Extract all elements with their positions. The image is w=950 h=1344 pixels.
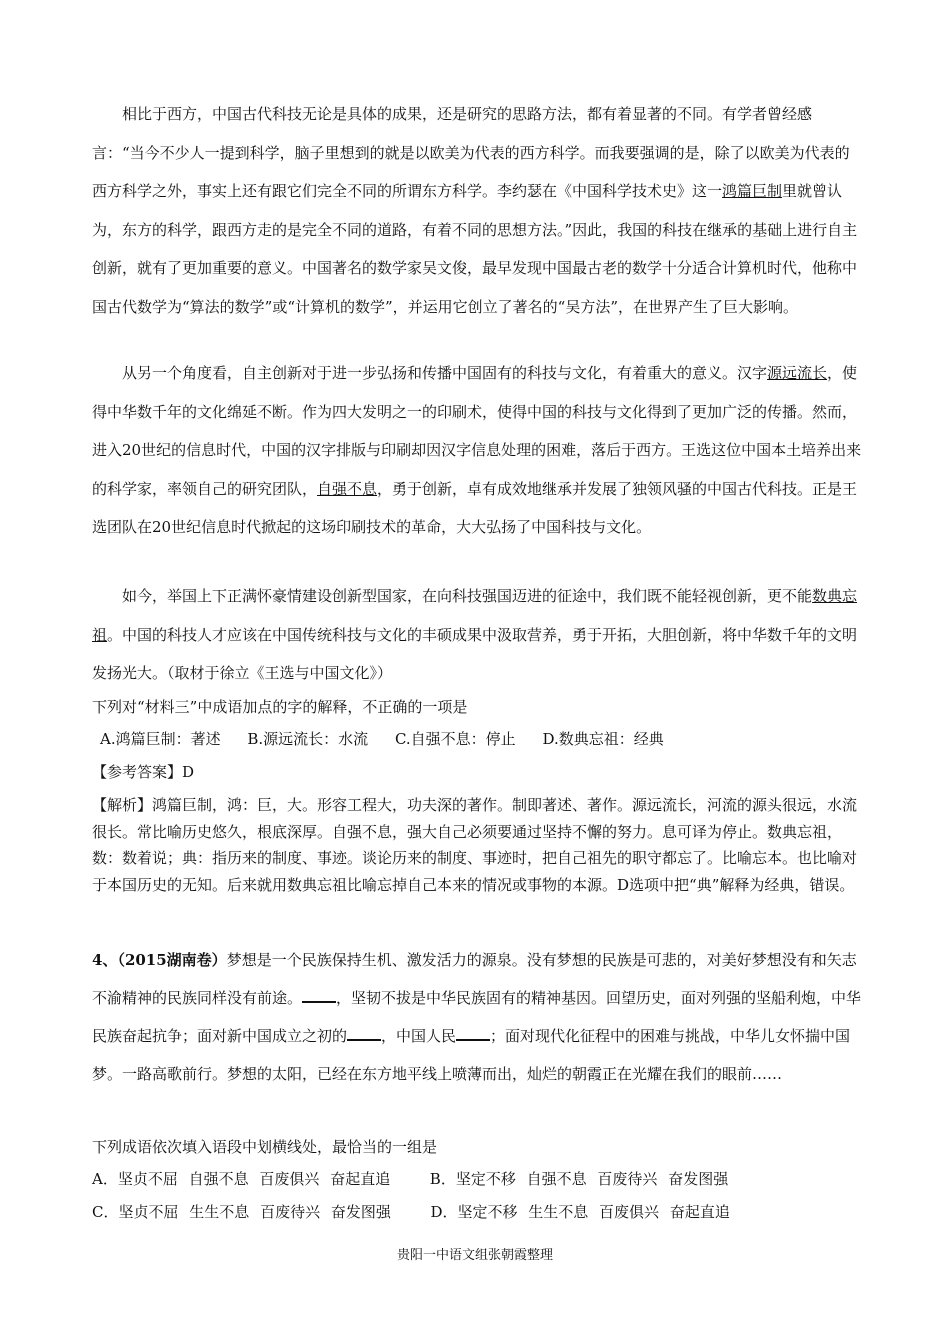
option-c-label: C．坚贞不屈 [92,1203,179,1221]
option-d-idiom: 百废俱兴 [599,1203,660,1221]
option-b: B.源远流长：水流 [247,730,369,748]
underlined-idiom: 源远流长 [767,364,828,382]
option-c-idiom: 生生不息 [189,1203,250,1221]
option-c-idiom: 奋发图强 [330,1203,391,1221]
question-3-stem: 下列对“材料三”中成语加点的字的解释，不正确的一项是 [92,698,468,716]
option-a-idiom: 自强不息 [188,1170,249,1188]
underlined-idiom: 自强不息 [317,479,378,498]
option-d-idiom: 生生不息 [528,1203,589,1221]
option-a-idiom: 奋起直追 [330,1170,391,1188]
answer-analysis: 【解析】鸿篇巨制，鸿：巨，大。形容工程大，功夫深的著作。制即著述、著作。源远流长，河流的源头很远，水流很长。常比喻历史悠久，根底深厚。自强不息，强大自己必须要通过坚持不懈的努力。息可译为停止。数典忘祖，数：数着说；典：指历来的制度、事迹。谈论历来的制度、事迹时，把自己祖先的职守都忘了。比喻忘本。也比喻对于本国历史的无知。后来就用数典忘祖比喻忘掉自己本来的情况或事物的本源。D选项中把“典”解释为经典，错误。 [92,796,858,894]
paragraph-text: ，使得中华数千年的文化绵延不断。作为四大发明之一的印刷术，使得中国的科技与文化得到了更加广泛的传播。然而，进入20世纪的信息时代，中国的汉字排版与印刷却因汉字信息处理的困难，落后于西方。王选这位中国本土培养出来的科学家，率领自己的研究团队， [92,364,862,498]
question-3-options [100,724,870,754]
option-a-label: A．坚贞不屈 [92,1170,178,1188]
passage-text: ，坚韧不拔是中华民族固有的精神基因。回望历史，面对列强的坚船利炮，中华民族奋起抗争；面对新中国成立之初的 [92,989,862,1045]
question-4-options-row-1 [92,1164,734,1194]
option-d-label: D．坚定不移 [430,1203,518,1221]
option-b-idiom: 自强不息 [526,1170,587,1188]
underlined-idiom: 数典忘祖 [92,587,858,644]
option-a: A.鸿篇巨制：著述 [100,730,221,748]
option-b-idiom: 百废待兴 [597,1170,658,1188]
question-number: 4、 [92,951,118,969]
paragraph-text: 。中国的科技人才应该在中国传统科技与文化的丰硕成果中汲取营养，勇于开拓，大胆创新，将中华数千年的文明发扬光大。（取材于徐立《王选与中国文化》） [92,625,858,683]
blank-line [347,1025,381,1041]
question-source: （2015湖南卷） [117,951,227,969]
option-b-idiom: 奋发图强 [668,1170,729,1188]
option-c-idiom: 百废待兴 [260,1203,321,1221]
underlined-idiom: 鸿篇巨制 [722,182,783,201]
question-4-passage [92,941,862,1093]
paragraph-text: 里就曾认为，东方的科学，跟西方走的是完全不同的道路，有着不同的思想方法。”因此，我国的科技在继承的基础上进行自主创新，就有了更加重要的意义。中国著名的数学家吴文俊，最早发现中国最古老的数学十分适合计算机时代，他称中国古代数学为“算法的数学”或“计算机的数学”，并运用它创立了著名的“吴方法”，在世界产生了巨大影响。 [92,182,858,316]
paragraph-text: 相比于西方，中国古代科技无论是具体的成果，还是研究的思路方法，都有着显著的不同。有学者曾经感言：“当今不少人一提到科学，脑子里想到的就是以欧美为代表的西方科学。而我要强调的是，除了以欧美为代表的西方科学之外，事实上还有跟它们完全不同的所谓东方科学。李约瑟在《中国科学技术史》这一 [92,105,850,201]
option-d: D.数典忘祖：经典 [542,730,664,748]
reference-answer: 【参考答案】D [92,763,195,781]
material-paragraph-2 [92,354,862,547]
material-paragraph-1 [92,95,862,327]
option-d-idiom: 奋起直追 [669,1203,730,1221]
paragraph-text: ，勇于创新，卓有成效地继承并发展了独领风骚的中国古代科技。正是王选团队在20世纪信息时代掀起的这场印刷技术的革命，大大弘扬了中国科技与文化。 [92,479,858,537]
material-paragraph-3 [92,577,862,693]
option-c: C.自强不息：停止 [394,730,516,748]
paragraph-text: 从另一个角度看，自主创新对于进一步弘扬和传播中国固有的科技与文化，有着重大的意义。汉字 [122,364,768,382]
blank-line [456,1025,490,1041]
option-a-idiom: 百废俱兴 [259,1170,320,1188]
passage-text: ，中国人民 [381,1027,457,1045]
option-b-label: B．坚定不移 [429,1170,516,1188]
passage-text: 梦想是一个民族保持生机、激发活力的源泉。没有梦想的民族是可悲的，对美好梦想没有和矢志不渝精神的民族同样没有前途。 [92,951,857,1007]
question-4-stem: 下列成语依次填入语段中划横线处，最恰当的一组是 [92,1138,438,1156]
page-footer: 贵阳一中语文组张朝霞整理 [396,1248,553,1263]
question-4-options-row-2 [92,1197,736,1227]
blank-line [302,987,336,1003]
paragraph-text: 如今，举国上下正满怀豪情建设创新型国家，在向科技强国迈进的征途中，我们既不能轻视创新，更不能 [122,587,813,605]
passage-text: ；面对现代化征程中的困难与挑战，中华儿女怀揣中国梦。一路高歌前行。梦想的太阳，已经在东方地平线上喷薄而出，灿烂的朝霞正在光耀在我们的眼前…… [92,1027,851,1083]
